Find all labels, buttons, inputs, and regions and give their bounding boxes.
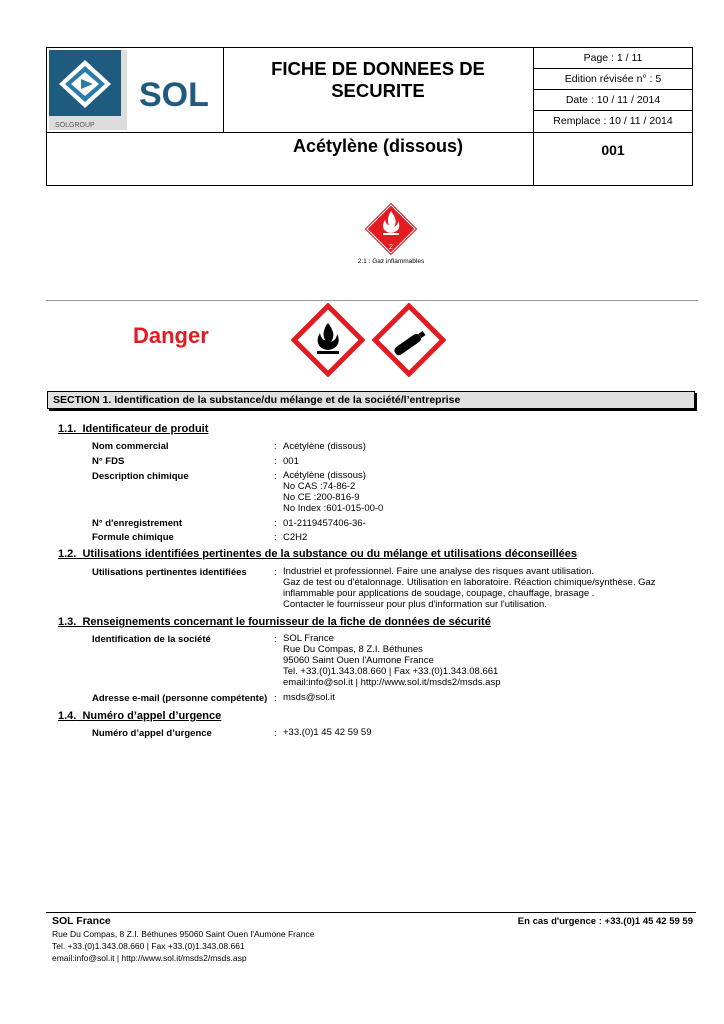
company-logo [49,50,221,130]
footer-emergency: En cas d'urgence : +33.(0)1 45 42 59 59 [517,916,693,927]
page-number: Page : 1 / 11 [534,48,692,69]
field-value: SOL France [283,633,334,644]
subsection-title: Numéro d’appel d’urgence [82,710,222,722]
gas-cylinder-icon [372,303,446,377]
subsection-number: 1.4. [58,710,77,722]
field-label: Numéro d’appel d’urgence [92,728,212,739]
field-label: Adresse e-mail (personne compétente) [92,693,268,704]
document-header [46,47,693,186]
field-label: Formule chimique [92,532,174,543]
subsection-number: 1.2. [58,548,77,560]
field-value: No CAS :74-86-2 [283,481,356,492]
field-value: Acétylène (dissous) [283,470,366,481]
field-value: msds@sol.it [283,692,335,703]
subsection-1-3-title [58,616,491,628]
subsection-title: Identificateur de produit [82,423,209,435]
field-label: Description chimique [92,471,189,482]
footer-divider [46,912,696,913]
field-value: email:info@sol.it | http://www.sol.it/msds2/msds.asp [283,677,501,688]
subsection-title: Renseignements concernant le fournisseur de la fiche de données de sécurité [82,616,491,628]
subsection-title: Utilisations identifiées pertinentes de la substance ou du mélange et utilisations déconseillées [82,548,578,560]
svg-text:SOL: SOL [139,76,209,114]
field-label: N° FDS [92,456,125,467]
subsection-1-2-title [58,548,577,560]
field-value: C2H2 [283,532,308,543]
field-value: 01-2119457406-36- [283,518,366,529]
field-value: 001 [283,456,299,467]
product-number: 001 [601,142,625,158]
field-value: No CE :200-816-9 [283,492,360,503]
flame-icon [291,303,365,377]
replaces-date: Remplace : 10 / 11 / 2014 [553,115,673,127]
field-value: Gaz de test ou d'étalonnage. Utilisation en laboratoire. Réaction chimique/synthèse. Gaz [283,577,656,588]
field-value: +33.(0)1 45 42 59 59 [283,727,372,738]
section1-title: SECTION 1. Identification de la substance/du mélange et de la société/l’entreprise [53,394,461,406]
field-value: Tel. +33.(0)1.343.08.660 | Fax +33.(0)1.343.08.661 [283,666,499,677]
divider [46,300,698,301]
document-title: FICHE DE DONNEES DE SECURITE [271,58,485,101]
subsection-1-4-title [58,710,221,722]
field-value: Contacter le fournisseur pour plus d'information sur l'utilisation. [283,599,547,610]
footer-phone: Tel. +33.(0)1.343.08.660 | Fax +33.(0)1.343.08.661 [52,941,245,951]
transport-label-caption: 2.1 : Gaz inflammables [357,258,425,265]
footer-address: Rue Du Compas, 8 Z.I. Béthunes 95060 Saint Ouen l'Aumone France [52,929,315,939]
svg-text:2: 2 [389,244,393,251]
subsection-number: 1.1. [58,423,77,435]
field-label: Identification de la société [92,634,211,645]
field-value: inflammable pour applications de soudage, coupage, chauffage, brasage . [283,588,595,599]
field-value: Acétylène (dissous) [283,441,366,452]
subsection-1-1-title [58,423,208,435]
signal-word: Danger [133,323,209,348]
field-label: Nom commercial [92,441,169,452]
subsection-number: 1.3. [58,616,77,628]
footer-company: SOL France [52,915,111,927]
section1-header [47,391,695,409]
field-value: Industriel et professionnel. Faire une analyse des risques avant utilisation. [283,566,595,577]
transport-label-icon [363,201,419,257]
svg-text:SOLGROUP: SOLGROUP [55,122,95,129]
field-label: Utilisations pertinentes identifiées [92,567,247,578]
footer-email: email:info@sol.it | http://www.sol.it/msds2/msds.asp [52,953,247,963]
revision-date: Date : 10 / 11 / 2014 [534,90,692,111]
product-name: Acétylène (dissous) [292,136,464,156]
field-value: No Index :601-015-00-0 [283,503,384,514]
edition-number: Edition révisée n° : 5 [534,69,692,90]
field-value: 95060 Saint Ouen l'Aumone France [283,655,434,666]
field-value: Rue Du Compas, 8 Z.I. Béthunes [283,644,423,655]
field-label: N° d'enregistrement [92,518,182,529]
